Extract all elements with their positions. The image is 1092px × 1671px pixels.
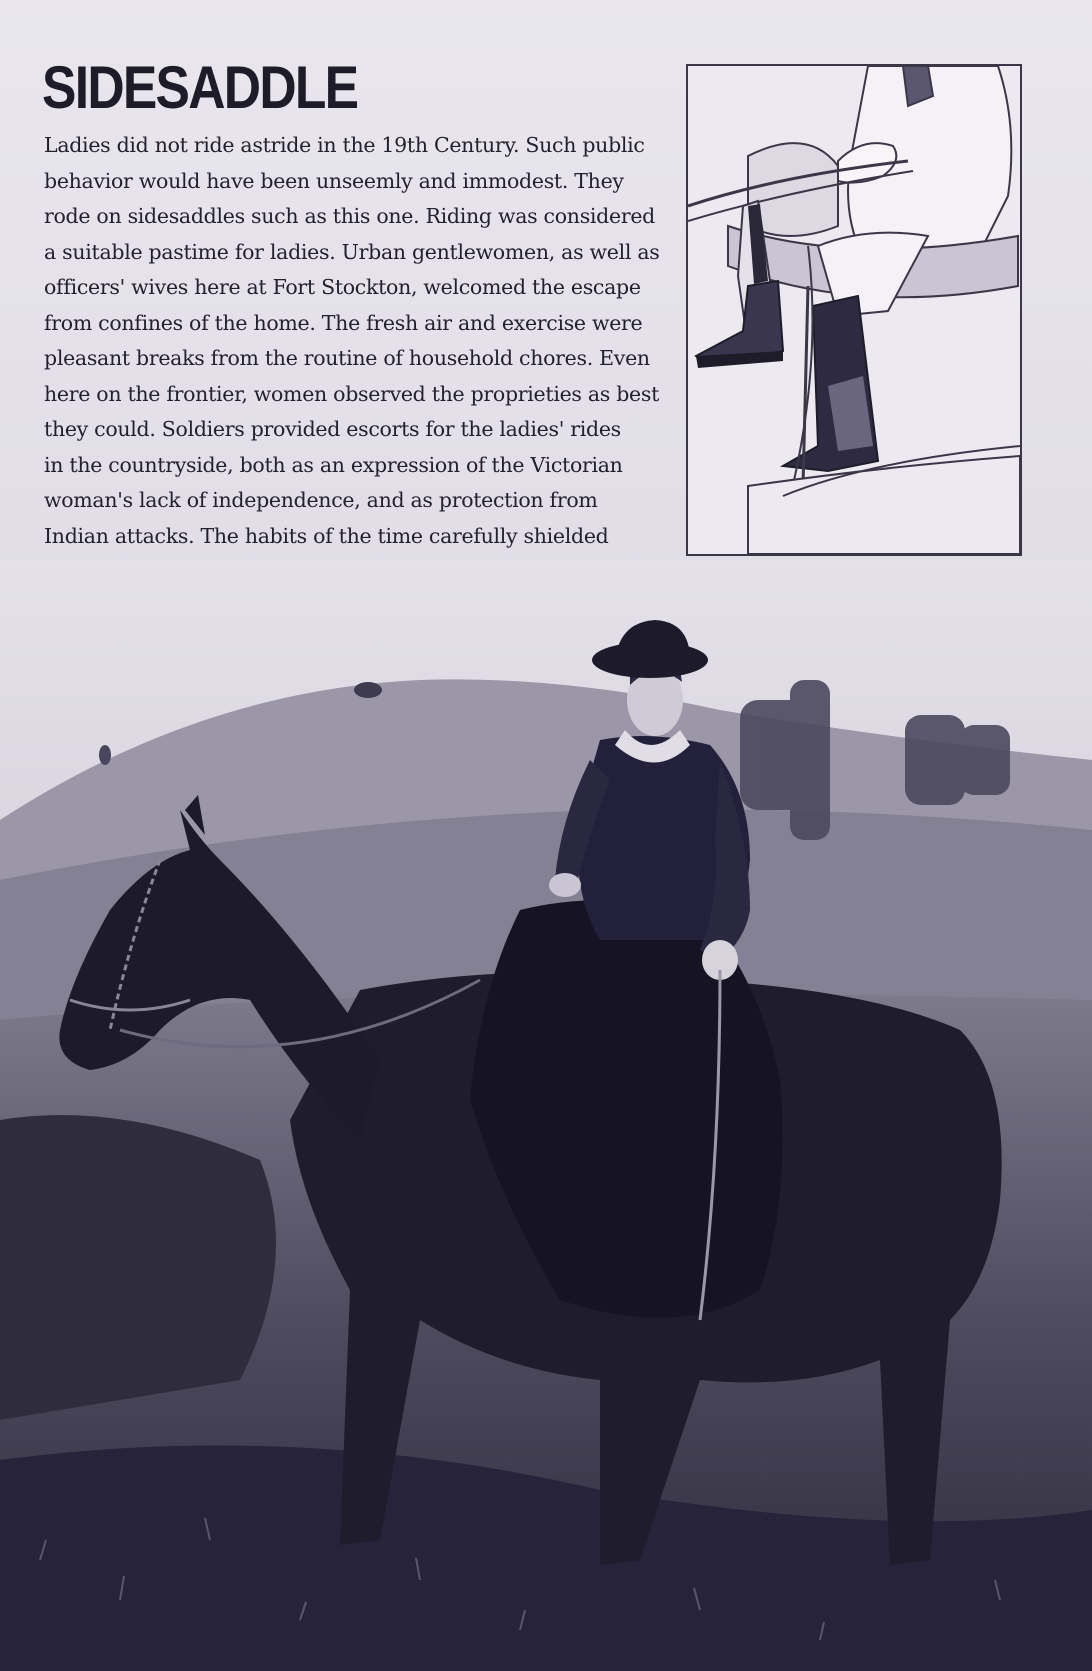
- paragraph-line: Ladies did not ride astride in the 19th Century. Such public: [44, 133, 645, 157]
- paragraph-line: a suitable pastime for ladies. Urban gentlewomen, as well as: [44, 239, 660, 264]
- paragraph-line: here on the frontier, women observed the proprieties as best: [44, 381, 660, 406]
- paragraph-line: pleasant breaks from the routine of household chores. Even: [44, 346, 650, 370]
- paragraph-line: officers' wives here at Fort Stockton, welcomed the escape: [44, 275, 641, 299]
- paragraph-line: behavior would have been unseemly and immodest. They: [44, 168, 624, 193]
- paragraph-line: rode on sidesaddles such as this one. Riding was considered: [44, 204, 655, 228]
- historic-photograph: [0, 560, 1092, 1671]
- paragraph-line: they could. Soldiers provided escorts for the ladies' rides: [44, 417, 621, 441]
- paragraph-line: Indian attacks. The habits of the time carefully shielded: [44, 523, 609, 548]
- paragraph-line: woman's lack of independence, and as protection from: [44, 488, 598, 512]
- paragraph-line: from confines of the home. The fresh air and exercise were: [44, 310, 643, 335]
- paragraph-line: in the countryside, both as an expression of the Victorian: [44, 452, 623, 477]
- sidesaddle-illustration: [686, 64, 1022, 556]
- panel-title: SIDESADDLE: [42, 54, 358, 121]
